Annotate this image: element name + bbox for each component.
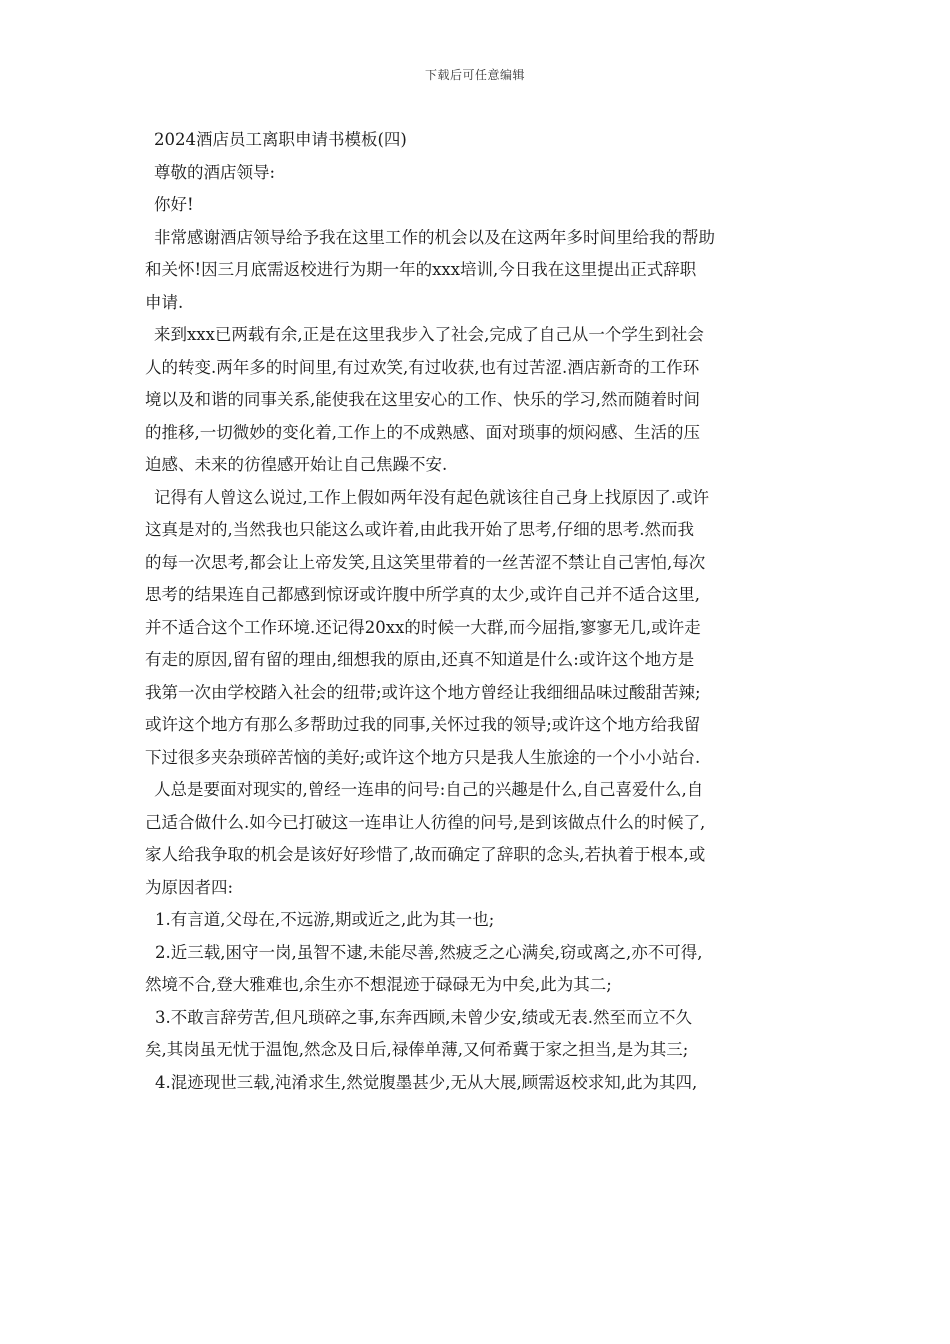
document-body: [145, 124, 810, 1099]
body-text-line: 思考的结果连自己都感到惊讶或许腹中所学真的太少,或许自己并不适合这里,: [145, 585, 700, 604]
body-text-line: 记得有人曾这么说过,工作上假如两年没有起色就该往自己身上找原因了.或许: [154, 487, 709, 507]
body-text-line: 家人给我争取的机会是该好好珍惜了,故而确定了辞职的念头,若执着于根本,或: [145, 845, 706, 864]
body-text-line: 为原因者四:: [145, 877, 234, 897]
body-text-line: 然境不合,登大雅难也,余生亦不想混迹于碌碌无为中矣,此为其二;: [145, 975, 612, 994]
body-text-line: 来到xxx已两载有余,正是在这里我步入了社会,完成了自己从一个学生到社会: [154, 325, 704, 344]
body-text-line: 这真是对的,当然我也只能这么或许着,由此我开始了思考,仔细的思考.然而我: [145, 520, 694, 539]
document-title: 2024酒店员工离职申请书模板(四): [154, 130, 407, 149]
body-text-line: 或许这个地方有那么多帮助过我的同事,关怀过我的领导;或许这个地方给我留: [145, 715, 701, 734]
body-text-line: 并不适合这个工作环境.还记得20xx的时候一大群,而今屈指,寥寥无几,或许走: [145, 617, 701, 637]
body-text-line: 有走的原因,留有留的理由,细想我的原由,还真不知道是什么:或许这个地方是: [145, 650, 695, 669]
body-text-line: 迫感、未来的彷徨感开始让自己焦躁不安.: [145, 455, 448, 474]
salutation: 尊敬的酒店领导:: [154, 162, 276, 182]
body-text-line: 4.混迹现世三载,沌淆求生,然觉腹墨甚少,无从大展,顾需返校求知,此为其四,: [155, 1072, 698, 1092]
body-text-line: 己适合做什么.如今已打破这一连串让人彷徨的问号,是到该做点什么的时候了,: [145, 812, 706, 832]
body-text-line: 2.近三载,困守一岗,虽智不逮,未能尽善,然疲乏之心满矣,窃或离之,亦不可得,: [155, 942, 703, 962]
body-text-line: 的推移,一切微妙的变化着,工作上的不成熟感、面对琐事的烦闷感、生活的压: [145, 422, 700, 442]
greeting: 你好!: [154, 195, 194, 214]
page-header-note: 下载后可任意编辑: [424, 68, 525, 82]
body-text-line: 非常感谢酒店领导给予我在这里工作的机会以及在这两年多时间里给我的帮助: [154, 227, 715, 247]
body-text-line: 人总是要面对现实的,曾经一连串的问号:自己的兴趣是什么,自己喜爱什么,自: [154, 780, 704, 799]
body-text-line: 1.有言道,父母在,不远游,期或近之,此为其一也;: [155, 910, 495, 929]
body-text-line: 的每一次思考,都会让上帝发笑,且这笑里带着的一丝苦涩不禁让自己害怕,每次: [145, 552, 706, 572]
body-text-line: 3.不敢言辞劳苦,但凡琐碎之事,东奔西顾,未曾少安,绩或无表.然至而立不久: [155, 1007, 692, 1027]
body-text-line: 人的转变.两年多的时间里,有过欢笑,有过收获,也有过苦涩.酒店新奇的工作环: [145, 357, 700, 377]
body-text-line: 我第一次由学校踏入社会的纽带;或许这个地方曾经让我细细品味过酸甜苦辣;: [145, 682, 701, 702]
body-lines: [145, 222, 810, 1100]
body-text-line: 申请.: [145, 292, 184, 312]
body-text-line: 矣,其岗虽无忧于温饱,然念及日后,禄俸单薄,又何希冀于家之担当,是为其三;: [145, 1040, 689, 1059]
body-text-line: 境以及和谐的同事关系,能使我在这里安心的工作、快乐的学习,然而随着时间: [145, 390, 700, 409]
body-text-line: 下过很多夹杂琐碎苦恼的美好;或许这个地方只是我人生旅途的一个小小站台.: [145, 747, 701, 767]
body-text-line: 和关怀!因三月底需返校进行为期一年的xxx培训,今日我在这里提出正式辞职: [145, 260, 697, 279]
